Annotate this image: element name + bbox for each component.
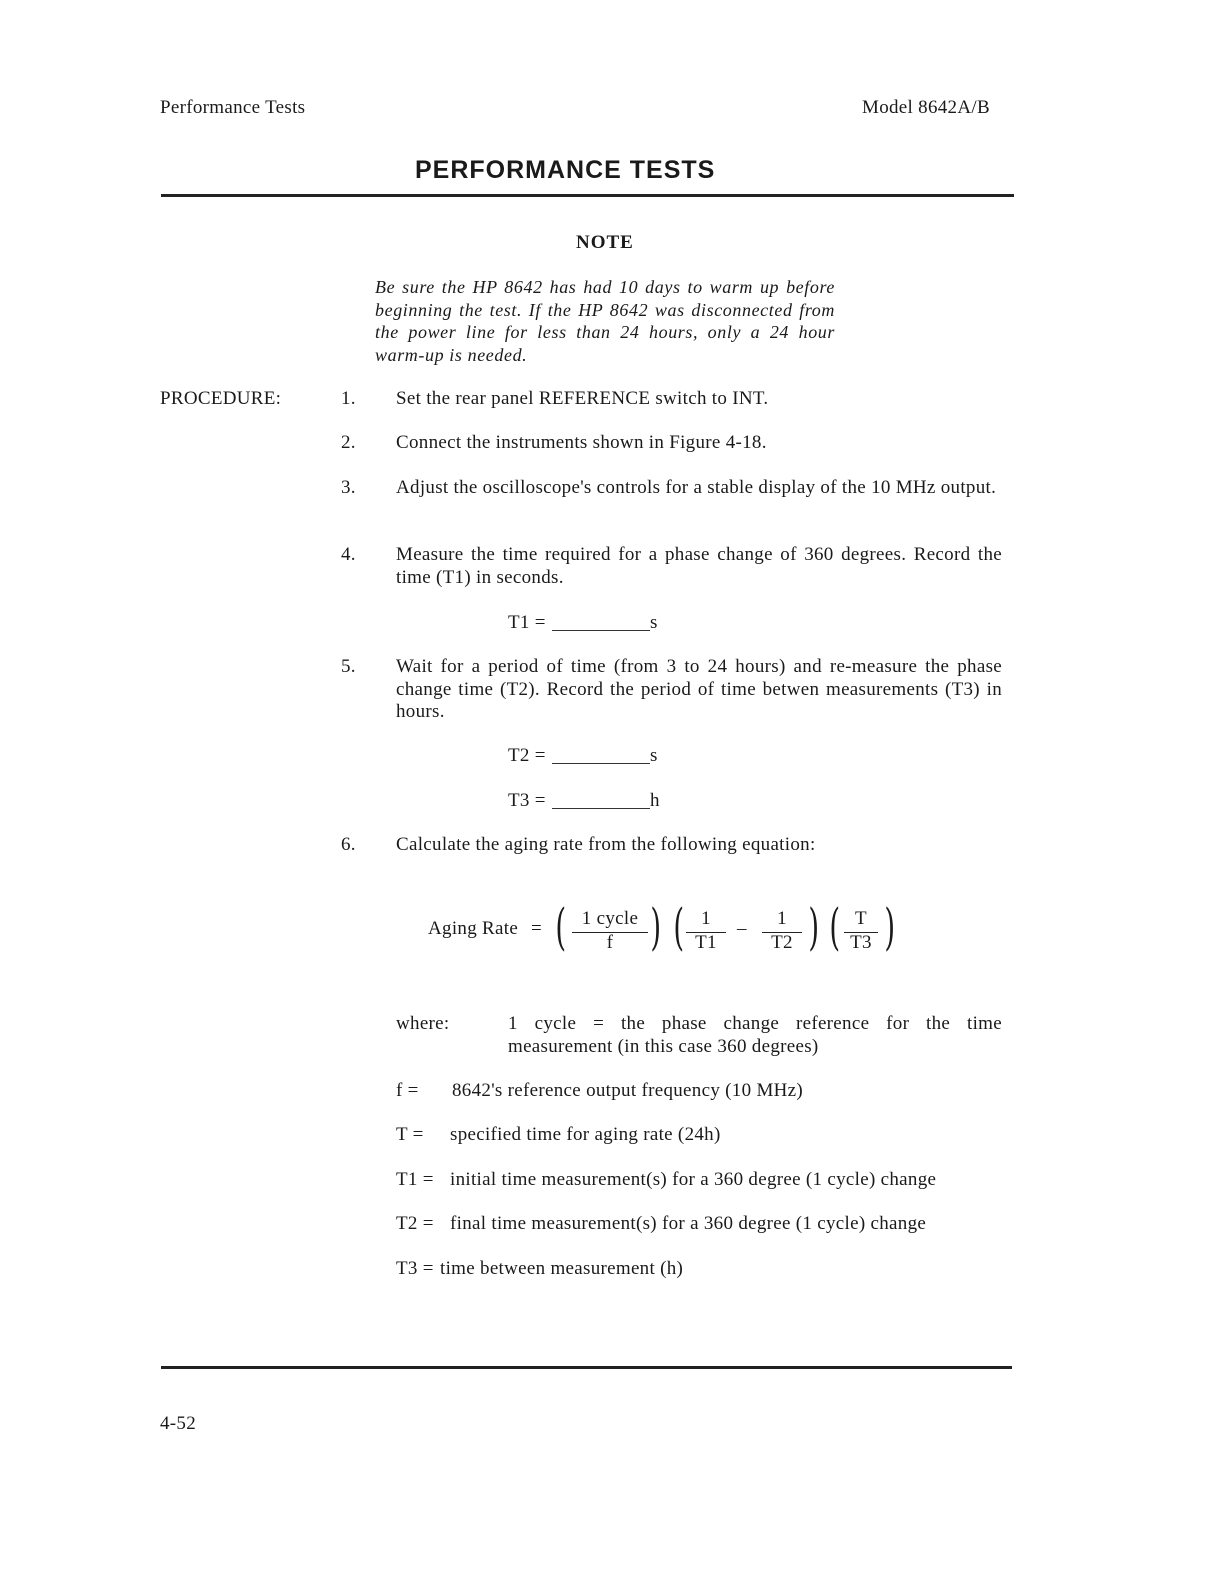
procedure-label: PROCEDURE: <box>160 388 282 409</box>
running-header-model: Model 8642A/B <box>862 97 990 118</box>
left-paren: ( <box>673 898 685 956</box>
where-text: 1 cycle = the phase change reference for the time measurement (in this case 360 degrees) <box>508 1013 1002 1057</box>
record-label-t1: T1 = <box>508 612 546 633</box>
fraction-numerator: T <box>855 908 867 929</box>
record-label-t2: T2 = <box>508 745 546 766</box>
step-text: Wait for a period of time (from 3 to 24 hours) and re-measure the phase change time (T2). Record the period of time betwen measurements (T3) in hours. <box>396 656 1002 722</box>
right-paren: ) <box>808 898 820 956</box>
step-number: 2. <box>341 432 356 453</box>
right-paren: ) <box>650 898 662 956</box>
equation-equals: = <box>531 918 543 939</box>
definition-text: final time measurement(s) for a 360 degree (1 cycle) change <box>450 1213 927 1234</box>
equation-label: Aging Rate <box>428 918 519 939</box>
running-header-section: Performance Tests <box>160 97 306 118</box>
note-heading: NOTE <box>576 232 634 253</box>
left-paren: ( <box>829 898 841 956</box>
top-rule <box>161 194 1014 197</box>
step-text: Adjust the oscilloscope's controls for a stable display of the 10 MHz output. <box>396 477 997 498</box>
definition-text: initial time measurement(s) for a 360 degree (1 cycle) change <box>450 1169 937 1190</box>
fraction-denominator: f <box>606 932 614 953</box>
left-paren: ( <box>555 898 567 956</box>
fraction-denominator: T1 <box>695 932 717 953</box>
record-blank-t1[interactable] <box>552 612 650 631</box>
record-unit-t1: s <box>650 612 658 633</box>
fraction-denominator: T2 <box>771 932 793 953</box>
record-blank-t3[interactable] <box>552 790 650 809</box>
record-label-t3: T3 = <box>508 790 546 811</box>
note-body: Be sure the HP 8642 has had 10 days to warm up before beginning the test. If the HP 8642 was disconnected from the power line for less than 24 hours, only a 24 hour warm-up is needed. <box>375 277 835 365</box>
minus-sign: – <box>737 918 747 939</box>
step-text: Measure the time required for a phase change of 360 degrees. Record the time (T1) in seconds. <box>396 544 1002 588</box>
fraction-numerator: 1 cycle <box>581 908 639 929</box>
definition-term: T = <box>396 1124 424 1145</box>
definition-term: T3 = <box>396 1258 434 1279</box>
step-number: 6. <box>341 834 356 855</box>
definition-term: T2 = <box>396 1213 434 1234</box>
record-blank-t2[interactable] <box>552 745 650 764</box>
definition-text: 8642's reference output frequency (10 MHz) <box>452 1080 804 1101</box>
fraction-numerator: 1 <box>701 908 711 929</box>
fraction-numerator: 1 <box>777 908 787 929</box>
definition-term: T1 = <box>396 1169 434 1190</box>
where-label: where: <box>396 1013 450 1034</box>
record-unit-t3: h <box>650 790 660 811</box>
step-text: Calculate the aging rate from the following equation: <box>396 834 816 855</box>
right-paren: ) <box>884 898 896 956</box>
step-text: Connect the instruments shown in Figure 4-18. <box>396 432 767 453</box>
definition-text: time between measurement (h) <box>440 1258 684 1279</box>
fraction-denominator: T3 <box>850 932 872 953</box>
page-title: PERFORMANCE TESTS <box>415 156 716 184</box>
step-number: 4. <box>341 544 356 565</box>
step-text: Set the rear panel REFERENCE switch to INT. <box>396 388 769 409</box>
bottom-rule <box>161 1366 1012 1369</box>
definition-term: f = <box>396 1080 419 1101</box>
step-number: 1. <box>341 388 356 409</box>
step-number: 3. <box>341 477 356 498</box>
definition-text: specified time for aging rate (24h) <box>450 1124 721 1145</box>
step-number: 5. <box>341 656 356 677</box>
record-unit-t2: s <box>650 745 658 766</box>
page-number: 4-52 <box>160 1413 197 1434</box>
